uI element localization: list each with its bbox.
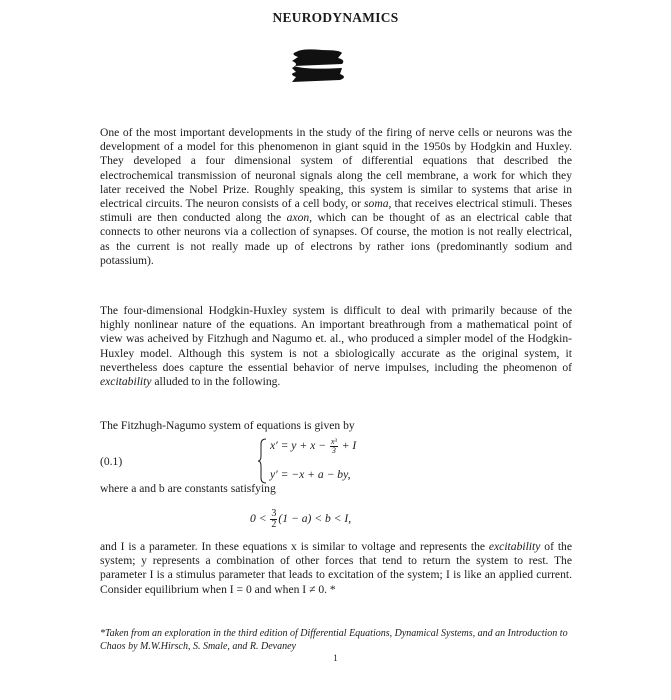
- paragraph-hodgkin-huxley-intro: One of the most important developments in the study of the firing of nerve cells or neurons was the development of a model for this phenomenon in giant squid in the 1950s by Hodgkin and Huxley. They developed a four dimensional system of differential equations that described the electrochemical transmission of neuronal signals along the cell membrane, a work for which they later received the Nobel Prize. Roughly speaking, this system is similar to systems that arise in electrical circuits. The neuron consists of a cell body, or soma, that receives electrical stimuli. Theses stimuli are then conducted along the axon, which can be thought of as an electrical cable that connects to other neurons via a collection of synapses. Of course, the motion is not really electrical, as the current is not really made up of electrons by rather ions (predominantly sodium and potassium).: [100, 126, 573, 267]
- page-number: 1: [333, 653, 338, 663]
- page-title: NEURODYNAMICS: [272, 10, 399, 25]
- equation-x-prime: x′ = y + x − $\frac{\text{x³}}{3}$ + I: [270, 437, 357, 455]
- paragraph-constants: where a and b are constants satisfying: [100, 482, 276, 495]
- footnote: *Taken from an exploration in the third edition of Differential Equations, Dynamical Systems, and an Introduction to Chaos by M.W.Hirsch, S. Smale, and R. Devaney: [100, 628, 568, 652]
- equation-brace: [258, 438, 268, 484]
- paragraph-fitzhugh-nagumo-intro: The four-dimensional Hodgkin-Huxley system is difficult to deal with primarily because of the highly nonlinear nature of the equations. An important breathrough from a mathematical point of view was acheived by Fitzhugh and Nagumo et. al., who produced a simpler model of the Hodgkin-Huxley model. Although this system is not a sbiologically accurate as the original system, it nevertheless does capture the essential behavior of nerve impulses, including the pheomenon of excitability alluded to in the following.: [100, 304, 572, 389]
- equation-y-prime: y′ = −x + a − by,: [270, 468, 351, 481]
- redaction-mark: [282, 44, 354, 86]
- paragraph-system-given-by: The Fitzhugh-Nagumo system of equations is given by: [100, 419, 355, 432]
- paragraph-parameter-description: and I is a parameter. In these equations x is similar to voltage and represents the excitability of the system; y represents a combination of other forces that tend to return the system to rest. The parameter I is a stimulus parameter that leads to excitation of the system; I is like an applied current. Consider equilibrium when I = 0 and when I ≠ 0. *: [100, 540, 572, 596]
- inequality-constraint: 0 < $\frac{3}{2}$ (1 − a) < b < I,: [250, 508, 352, 530]
- equation-number: (0.1): [100, 455, 123, 468]
